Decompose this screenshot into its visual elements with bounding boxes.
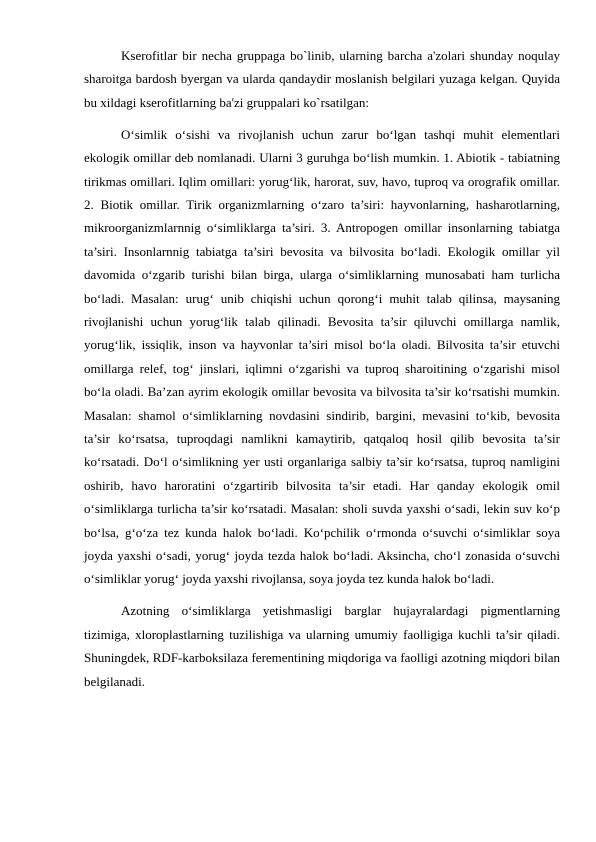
paragraph-nitrogen-deficiency: Azotning o‘simliklarga yetishmasligi barglar hujayralardagi pigmentlarning tizimiga, xloroplastlarning tuzilishiga va ularning umumiy faolligiga kuchli ta’sir qiladi. Shuningdek, RDF-karboksilaza ferementining miqdoriga va faolligi azotning miqdori bilan belgilanadi.	[84, 603, 560, 689]
document-body	[84, 44, 560, 701]
paragraph-xerophytes-intro: Kserofitlar bir necha gruppaga bo`linib, ularning barcha a'zolari shunday noqulay sharoitga bardosh byergan va ularda qandaydir moslanish belgilari yuzaga kelgan. Quyida bu xildagi kserofitlarning ba'zi gruppalari ko`rsatilgan:	[84, 48, 560, 110]
paragraph-ecological-factors: O‘simlik o‘sishi va rivojlanish uchun zarur bo‘lgan tashqi muhit elementlari ekologik omillar deb nomlanadi. Ularni 3 guruhga bo‘lish mumkin. 1. Abiotik - tabiatning tirikmas omillari. Iqlim omillari: yorug‘lik, harorat, suv, havo, tuproq va orografik omillar. 2. Biotik omillar. Tirik organizmlarning o‘zaro ta’siri: hayvonlarning, hasharotlarning, mikroorganizmlarnnig o‘simliklarga ta’siri. 3. Antropogen omillar insonlarning tabiatga ta’siri. Insonlarnnig tabiatga ta’siri bevosita va bilvosita bo‘ladi. Ekologik omillar yil davomida o‘zgarib turishi bilan birga, ularga o‘simliklarning munosabati ham turlicha bo‘ladi. Masalan: urug‘ unib chiqishi uchun qorong‘i muhit talab qilinsa, maysaning rivojlanishi uchun yorug‘lik talab qilinadi. Bevosita ta’sir qiluvchi omillarga namlik, yorug‘lik, issiqlik, inson va hayvonlar ta’siri misol bo‘la oladi. Bilvosita ta’sir etuvchi omillarga relef, tog‘ jinslari, iqlimni o‘zgarishi va tuproq sharoitining o‘zgarishi misol bo‘la oladi. Ba’zan ayrim ekologik omillar bevosita va bilvosita ta’sir ko‘rsatishi mumkin. Masalan: shamol o‘simliklarning novdasini sindirib, bargini, mevasini to‘kib, bevosita ta’sir ko‘rsatsa, tuproqdagi namlikni kamaytirib, qatqaloq hosil qilib bevosita ta’sir ko‘rsatadi. Do‘l o‘simlikning yer usti organlariga salbiy ta’sir ko‘rsatsa, tuproq namligini oshirib, havo haroratini o‘zgartirib bilvosita ta’sir etadi. Har qanday ekologik omil o‘simliklarga turlicha ta’sir ko‘rsatadi. Masalan: sholi suvda yaxshi o‘sadi, lekin suv ko‘p bo‘lsa, g‘o‘za tez kunda halok bo‘ladi. Ko‘pchilik o‘rmonda o‘suvchi o‘simliklar soya joyda yaxshi o‘sadi, yorug‘ joyda tezda halok bo‘ladi. Aksincha, cho‘l zonasida o‘suvchi o‘simliklar yorug‘ joyda yaxshi rivojlansa, soya joyda tez kunda halok bo‘ladi.	[84, 126, 560, 587]
